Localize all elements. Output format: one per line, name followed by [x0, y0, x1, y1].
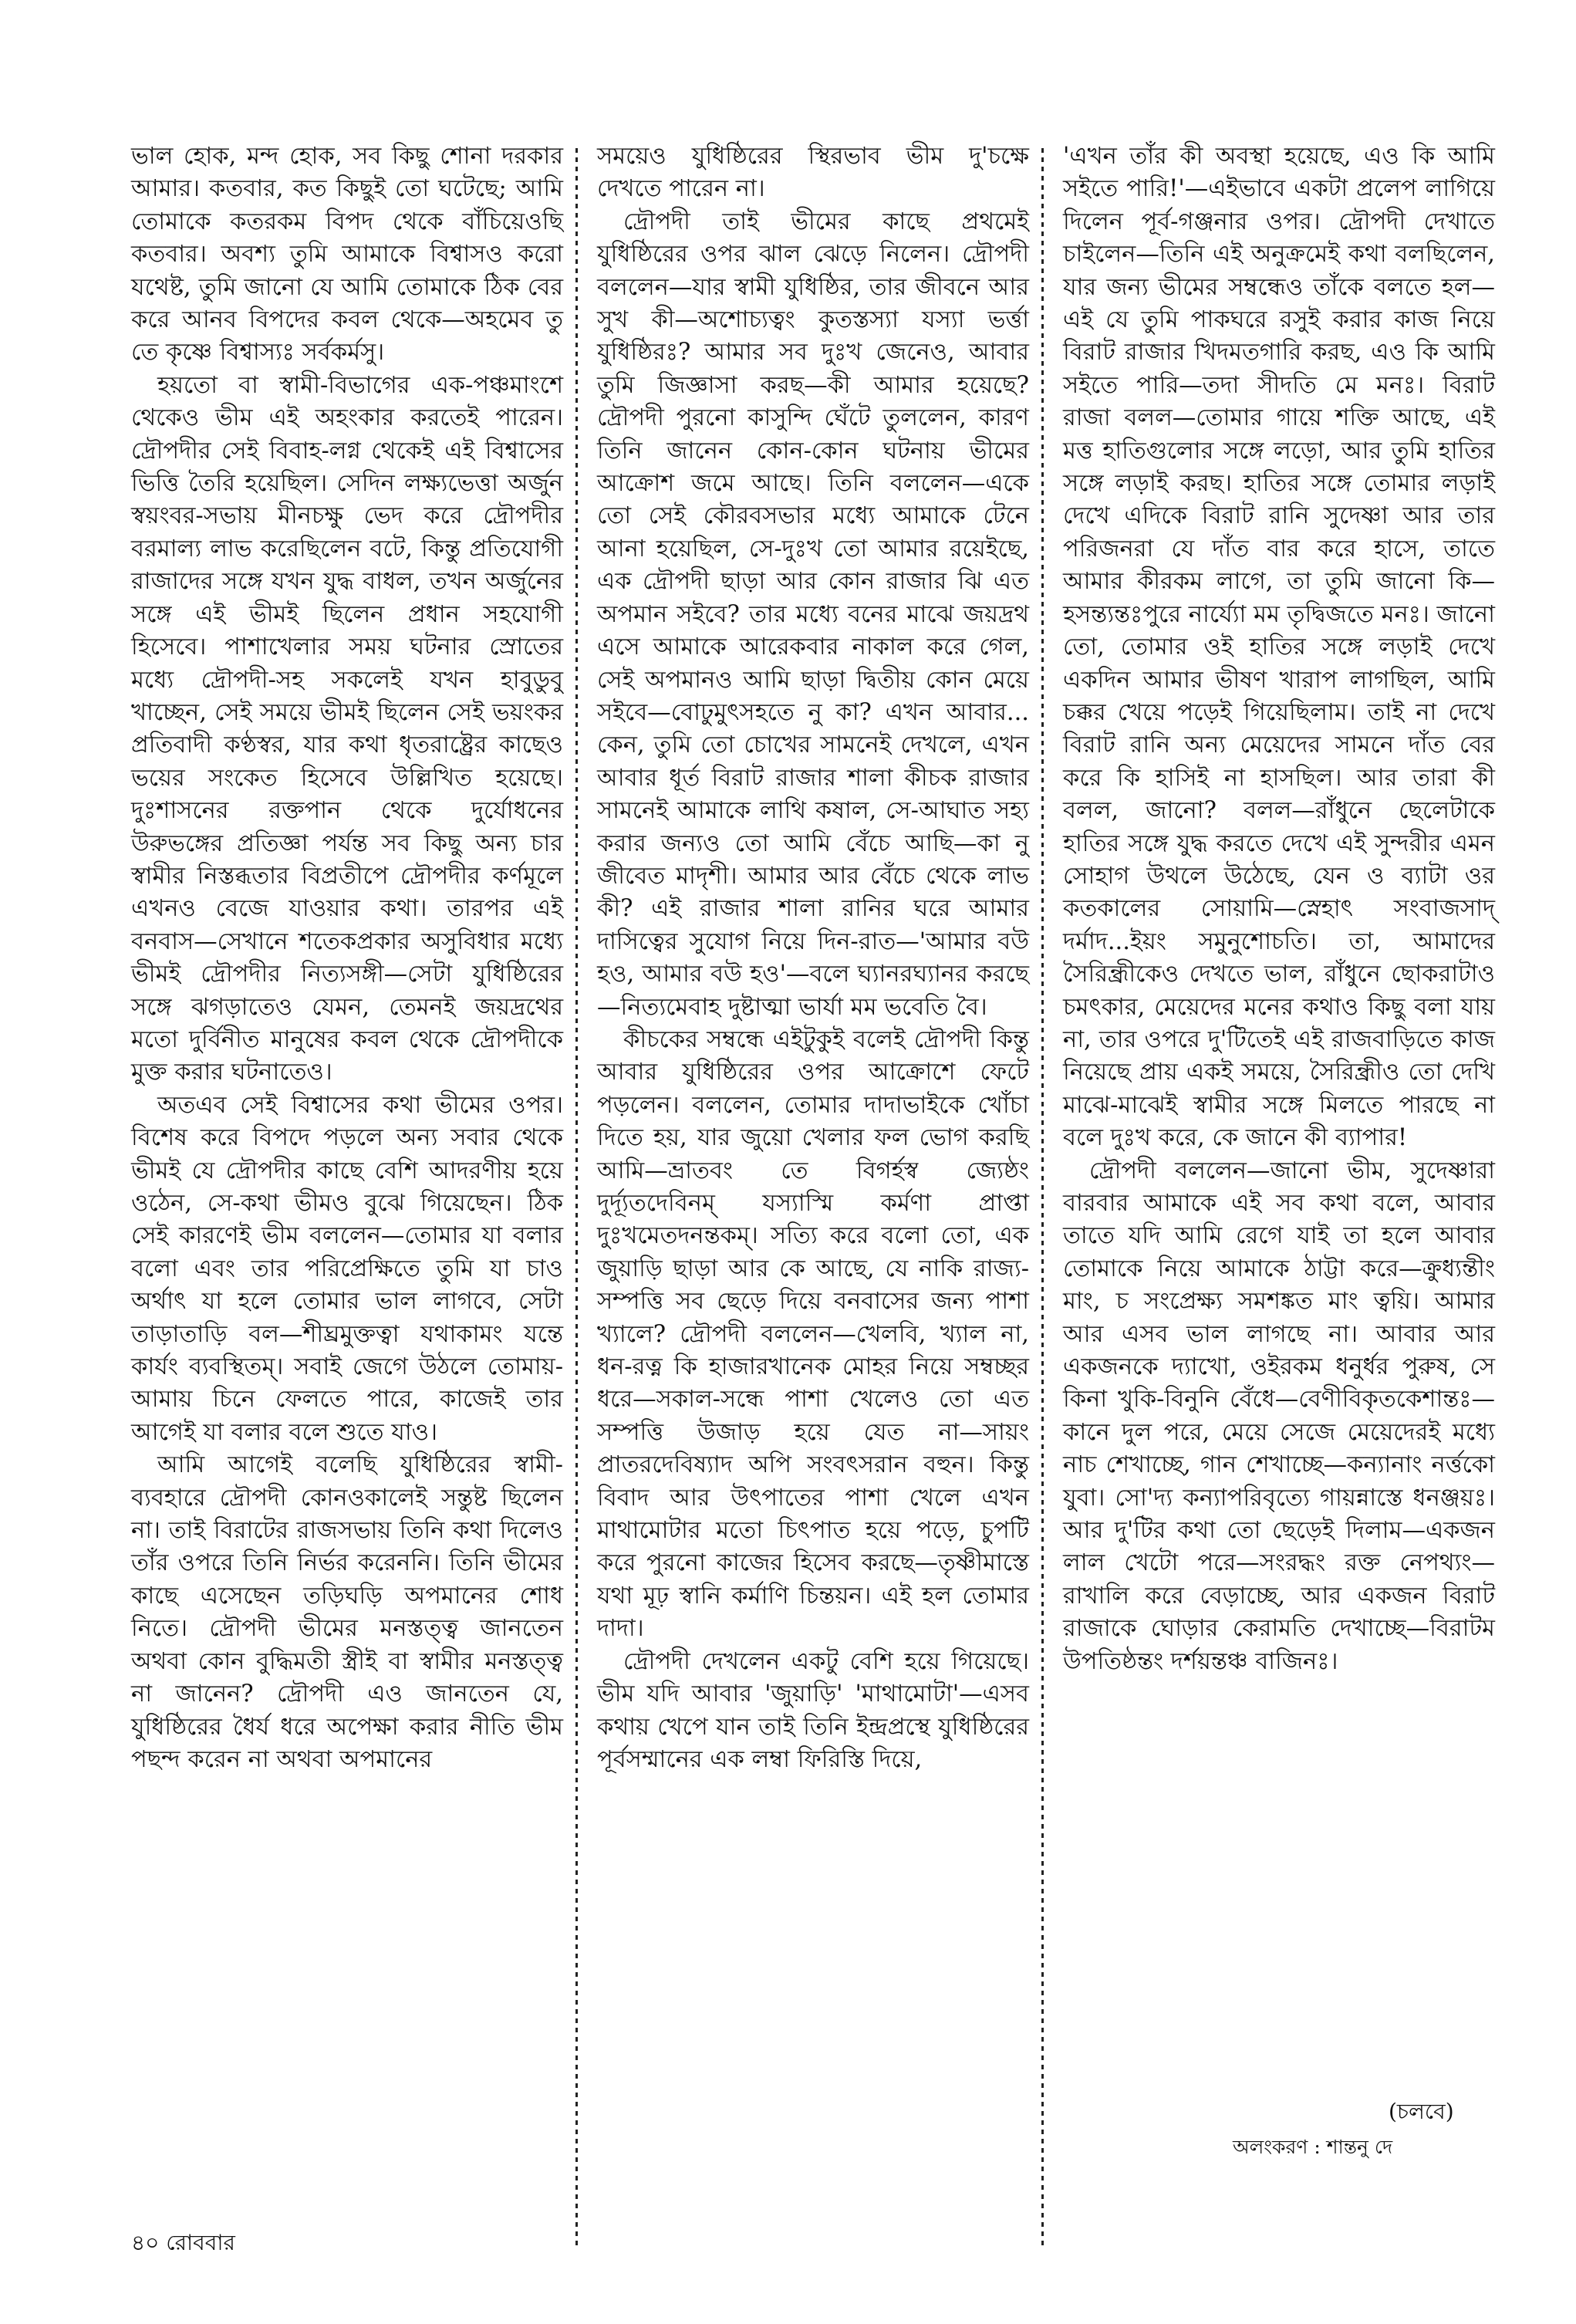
paragraph: 'এখন তাঁর কী অবস্থা হয়েছে, এও কি আমি সইতে পারি!'—এইভাবে একটা প্রলেপ লাগিয়ে দিলেন পূর্ব-গঞ্জনার ওপর। দ্রৌপদী দেখাতে চাইলেন—তিনি এই অনুক্রমেই কথা বলছিলেন, যার জন্য ভীমের সম্বন্ধেও তাঁকে বলতে হল—এই যে তুমি পাকঘরে রসুই করার কাজ নিয়ে বিরাট রাজার খিদমতগারি করছ, এও কি আমি সইতে পারি—তদা সীদতি মে মনঃ। বিরাট রাজা বলল—তোমার গায়ে শক্তি আছে, এই মত্ত হাতিগুলোর সঙ্গে লড়ো, আর তুমি হাতির সঙ্গে লড়াই করছ। হাতির সঙ্গে তোমার লড়াই দেখে এদিকে বিরাট রানি সুদেষ্ণা আর তার পরিজনরা যে দাঁত বার করে হাসে, তাতে আমার কীরকম লাগে, তা তুমি জানো কি—হসন্ত্যন্তঃপুরে নার্য্যো মম তৃদ্বিজতে মনঃ। জানো তো, তোমার ওই হাতির সঙ্গে লড়াই দেখে একদিন আমার ভীষণ খারাপ লাগছিল, আমি চক্কর খেয়ে পড়েই গিয়েছিলাম। তাই না দেখে বিরাট রানি অন্য মেয়েদের সামনে দাঁত বের করে কি হাসিই না হাসছিল। আর তারা কী বলল, জানো? বলল—রাঁধুনে ছেলেটাকে হাতির সঙ্গে যুদ্ধ করতে দেখে এই সুন্দরীর এমন সোহাগ উথলে উঠেছে, যেন ও ব্যাটা ওর কতকালের সোয়ামি—স্নেহাৎ সংবাজসাদ্ দর্মাদ...ইয়ং সমুনুশোচতি। তা, আমাদের সৈরিন্ধ্রীকেও দেখতে ভাল, রাঁধুনে ছোকরাটাও চমৎকার, মেয়েদের মনের কথাও কিছু বলা যায় না, তার ওপরে দু'টিতেই এই রাজবাড়িতে কাজ নিয়েছে প্রায় একই সময়ে, সৈরিন্ধ্রীও তো দেখি মাঝে-মাঝেই স্বামীর সঙ্গে মিলতে পারছে না বলে দুঃখ করে, কে জানে কী ব্যাপার! [1063, 143, 1495, 1152]
text-column-2 [597, 140, 1029, 1776]
paragraph: কীচকের সম্বন্ধে এইটুকুই বলেই দ্রৌপদী কিন্তু আবার যুধিষ্ঠিরের ওপর আক্রোশে ফেটে পড়লেন। বললেন, তোমার দাদাভাইকে খোঁচা দিতে হয়, যার জুয়ো খেলার ফল ভোগ করছি আমি—ভ্রাতবং তে বিগর্হস্ব জ্যেষ্ঠং দুর্দ্যূতদেবিনম্ যস্যাস্মি কর্মণা প্রাপ্তা দুঃখমেতদনন্তকম্। সত্যি করে বলো তো, এক জুয়াড়ি ছাড়া আর কে আছে, যে নাকি রাজ্য-সম্পত্তি সব ছেড়ে দিয়ে বনবাসের জন্য পাশা খ্যালে? দ্রৌপদী বললেন—খেলবি, খ্যাল না, ধন-রত্ন কি হাজারখানেক মোহর নিয়ে সম্বচ্ছর ধরে—সকাল-সন্ধে পাশা খেলেও তো এত সম্পত্তি উজাড় হয়ে যেত না—সায়ং প্রাতরদেবিষ্যাদ অপি সংবৎসরান বহুন। কিন্তু বিবাদ আর উৎপাতের পাশা খেলে এখন মাথামোটার মতো চিৎপাত হয়ে পড়ে, চুপটি করে পুরনো কাজের হিসেব করছে—তৃষ্ণীমাস্তে যথা মূঢ় স্বানি কর্মাণি চিন্তয়ন। এই হল তোমার দাদা। [597, 1025, 1029, 1643]
paragraph: ভাল হোক, মন্দ হোক, সব কিছু শোনা দরকার আমার। কতবার, কত কিছুই তো ঘটেছে; আমি তোমাকে কতরকম বিপদ থেকে বাঁচিয়েওছি কতবার। অবশ্য তুমি আমাকে বিশ্বাসও করো যথেষ্ট, তুমি জানো যে আমি তোমাকে ঠিক বের করে আনব বিপদের কবল থেকে—অহমেব তু তে কৃষ্ণে বিশ্বাস্যঃ সর্বকর্মসু। [131, 143, 563, 367]
dotted-column-divider [1041, 148, 1044, 2247]
illustration-credit: অলংকরণ : শান্তনু দে [1233, 2136, 1393, 2158]
paragraph: দ্রৌপদী দেখলেন একটু বেশি হয়ে গিয়েছে। ভীম যদি আবার 'জুয়াড়ি' 'মাথামোটা'—এসব কথায় খেপে যান তাই তিনি ইন্দ্রপ্রস্থে যুধিষ্ঠিরের পূর্বসম্মানের এক লম্বা ফিরিস্তি দিয়ে, [597, 1647, 1029, 1773]
paragraph: দ্রৌপদী বললেন—জানো ভীম, সুদেষ্ণারা বারবার আমাকে এই সব কথা বলে, আবার তাতে যদি আমি রেগে যাই তা হলে আবার তোমাকে নিয়ে আমাকে ঠাট্টা করে—ক্রুধ্যন্তীং মাং, চ সংপ্রেক্ষ্য সমশঙ্কত মাং ত্বয়ি। আমার আর এসব ভাল লাগছে না। আবার আর একজনকে দ্যাখো, ওইরকম ধনুর্ধর পুরুষ, সে কিনা খুকি-বিনুনি বেঁধে—বেণীবিকৃতকেশান্তঃ—কানে দুল পরে, মেয়ে সেজে মেয়েদেরই মধ্যে নাচ শেখাচ্ছে, গান শেখাচ্ছে—কন্যানাং নর্ত্তকো যুবা। সো'দ্য কন্যাপরিবৃত্যে গায়ন্নাস্তে ধনঞ্জয়ঃ। আর দু'টির কথা তো ছেড়েই দিলাম—একজন লাল খেটো পরে—সংরদ্ধং রক্ত নেপথ্যং—রাখালি করে বেড়াচ্ছে, আর একজন বিরাট রাজাকে ঘোড়ার কেরামতি দেখাচ্ছে—বিরাটম উপতিষ্ঠন্তং দর্শয়ন্তঞ্চ বাজিনঃ। [1063, 1157, 1495, 1675]
text-column-3 [1063, 140, 1495, 1678]
paragraph: আমি আগেই বলেছি যুধিষ্ঠিরের স্বামী-ব্যবহারে দ্রৌপদী কোনওকালেই সন্তুষ্ট ছিলেন না। তাই বিরাটের রাজসভায় তিনি কথা দিলেও তাঁর ওপরে তিনি নির্ভর করেননি। তিনি ভীমের কাছে এসেছেন তড়িঘড়ি অপমানের শোধ নিতে। দ্রৌপদী ভীমের মনস্তত্ত্ব জানতেন অথবা কোন বুদ্ধিমতী স্ত্রীই বা স্বামীর মনস্তত্ত্ব না জানেন? দ্রৌপদী এও জানতেন যে, যুধিষ্ঠিরের ধৈর্য ধরে অপেক্ষা করার নীতি ভীম পছন্দ করেন না অথবা অপমানের [131, 1451, 563, 1773]
to-be-continued-label: (চলবে) [1389, 2099, 1454, 2124]
paragraph: হয়তো বা স্বামী-বিভাগের এক-পঞ্চমাংশে থেকেও ভীম এই অহংকার করতেই পারেন। দ্রৌপদীর সেই বিবাহ-লগ্ন থেকেই এই বিশ্বাসের ভিত্তি তৈরি হয়েছিল। সেদিন লক্ষ্যভেত্তা অর্জুন স্বয়ংবর-সভায় মীনচক্ষু ভেদ করে দ্রৌপদীর বরমাল্য লাভ করেছিলেন বটে, কিন্তু প্রতিযোগী রাজাদের সঙ্গে যখন যুদ্ধ বাধল, তখন অর্জুনের সঙ্গে এই ভীমই ছিলেন প্রধান সহযোগী হিসেবে। পাশাখেলার সময় ঘটনার স্রোতের মধ্যে দ্রৌপদী-সহ সকলেই যখন হাবুডুবু খাচ্ছেন, সেই সময়ে ভীমই ছিলেন সেই ভয়ংকর প্রতিবাদী কণ্ঠস্বর, যার কথা ধৃতরাষ্ট্রের কাছেও ভয়ের সংকেত হিসেবে উল্লিখিত হয়েছে। দুঃশাসনের রক্তপান থেকে দুর্যোধনের উরুভঙ্গের প্রতিজ্ঞা পর্যন্ত সব কিছু অন্য চার স্বামীর নিস্তব্ধতার বিপ্রতীপে দ্রৌপদীর কর্ণমূলে এখনও বেজে যাওয়ার কথা। তারপর এই বনবাস—সেখানে শতেকপ্রকার অসুবিধার মধ্যে ভীমই দ্রৌপদীর নিত্যসঙ্গী—সেটা যুধিষ্ঠিরের সঙ্গে ঝগড়াতেও যেমন, তেমনই জয়দ্রথের মতো দুর্বিনীত মানুষের কবল থেকে দ্রৌপদীকে মুক্ত করার ঘটনাতেও। [131, 371, 563, 1086]
text-column-1 [131, 140, 563, 1776]
paragraph: সময়েও যুধিষ্ঠিরের স্থিরভাব ভীম দু'চক্ষে দেখতে পারেন না। [597, 143, 1029, 203]
paragraph: অতএব সেই বিশ্বাসের কথা ভীমের ওপর। বিশেষ করে বিপদে পড়লে অন্য সবার থেকে ভীমই যে দ্রৌপদীর কাছে বেশি আদরণীয় হয়ে ওঠেন, সে-কথা ভীমও বুঝে গিয়েছেন। ঠিক সেই কারণেই ভীম বললেন—তোমার যা বলার বলো এবং তার পরিপ্রেক্ষিতে তুমি যা চাও অর্থাৎ যা হলে তোমার ভাল লাগবে, সেটা তাড়াতাড়ি বল—শীঘ্রমুক্তত্বা যথাকামং যন্তে কার্যং ব্যবস্থিতম্। সবাই জেগে উঠলে তোমায়-আমায় চিনে ফেলতে পারে, কাজেই তার আগেই যা বলার বলে শুতে যাও। [131, 1091, 563, 1446]
dotted-column-divider [575, 148, 578, 2247]
paragraph: দ্রৌপদী তাই ভীমের কাছে প্রথমেই যুধিষ্ঠিরের ওপর ঝাল ঝেড়ে নিলেন। দ্রৌপদী বললেন—যার স্বামী যুধিষ্ঠির, তার জীবনে আর সুখ কী—অশোচ্যত্বং কুতস্তস্যা যস্যা ভর্ত্তা যুধিষ্ঠিরঃ? আমার সব দুঃখ জেনেও, আবার তুমি জিজ্ঞাসা করছ—কী আমার হয়েছে? দ্রৌপদী পুরনো কাসুন্দি ঘেঁটে তুললেন, কারণ তিনি জানেন কোন-কোন ঘটনায় ভীমের আক্রোশ জমে আছে। তিনি বললেন—একে তো সেই কৌরবসভার মধ্যে আমাকে টেনে আনা হয়েছিল, সে-দুঃখ তো আমার রয়েইছে, এক দ্রৌপদী ছাড়া আর কোন রাজার ঝি এত অপমান সইবে? তার মধ্যে বনের মাঝে জয়দ্রথ এসে আমাকে আরেকবার নাকাল করে গেল, সেই অপমানও আমি ছাড়া দ্বিতীয় কোন মেয়ে সইবে—বোঢুমুৎসহতে নু কা? এখন আবার... কেন, তুমি তো চোখের সামনেই দেখলে, এখন আবার ধূর্ত বিরাট রাজার শালা কীচক রাজার সামনেই আমাকে লাথি কষাল, সে-আঘাত সহ্য করার জন্যও তো আমি বেঁচে আছি—কা নু জীবেত মাদৃশী। আমার আর বেঁচে থেকে লাভ কী? এই রাজার শালা রানির ঘরে আমার দাসিত্বের সুযোগ নিয়ে দিন-রাত—'আমার বউ হও, আমার বউ হও'—বলে ঘ্যানরঘ্যানর করছে—নিত্যমেবাহ দুষ্টাত্মা ভার্যা মম ভবেতি বৈ। [597, 208, 1029, 1021]
page-footer: ৪০ রোববার [131, 2230, 235, 2255]
